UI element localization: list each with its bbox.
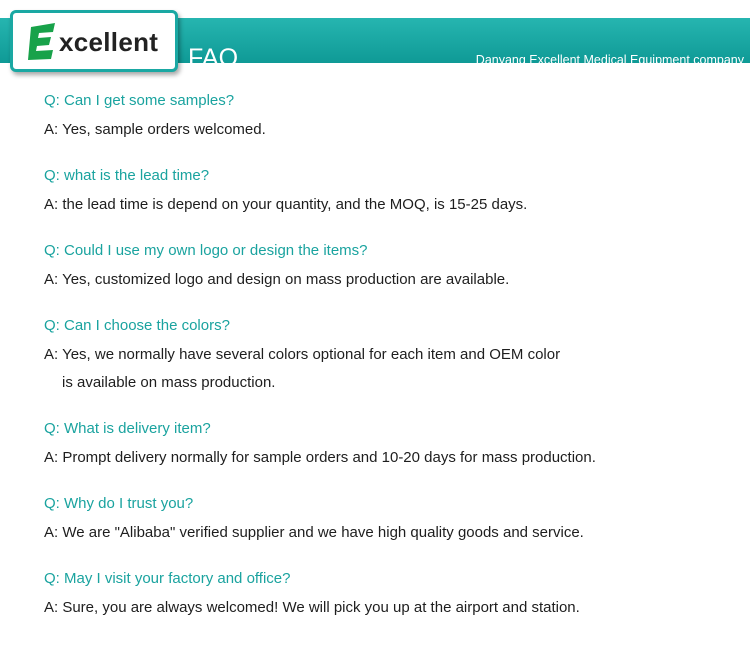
faq-question: Q: Could I use my own logo or design the items? bbox=[44, 242, 368, 259]
faq-question: Q: Can I choose the colors? bbox=[44, 317, 230, 334]
faq-answer: A: the lead time is depend on your quantity, and the MOQ, is 15-25 days. bbox=[44, 196, 528, 213]
faq-answer bbox=[44, 341, 734, 397]
faq-question: Q: What is delivery item? bbox=[44, 420, 211, 437]
faq-answer-continuation: is available on mass production. bbox=[62, 374, 276, 391]
faq-question: Q: Can I get some samples? bbox=[44, 92, 235, 109]
page-title: FAQ bbox=[188, 44, 239, 72]
faq-item bbox=[44, 495, 734, 570]
faq-item bbox=[44, 167, 734, 242]
faq-answer: A: We are "Alibaba" verified supplier and we have high quality goods and service. bbox=[44, 524, 584, 541]
logo-text: xcellent bbox=[59, 27, 159, 57]
faq-answer: A: Yes, sample orders welcomed. bbox=[44, 121, 266, 138]
logo bbox=[10, 10, 178, 72]
faq-answer-line: A: Yes, we normally have several colors optional for each item and OEM color bbox=[44, 346, 561, 363]
faq-list bbox=[44, 92, 734, 645]
faq-item bbox=[44, 570, 734, 645]
faq-question: Q: what is the lead time? bbox=[44, 167, 210, 184]
faq-item bbox=[44, 92, 734, 167]
faq-question: Q: Why do I trust you? bbox=[44, 495, 194, 512]
logo-e-icon bbox=[27, 21, 57, 61]
company-name: Danyang Excellent Medical Equipment company bbox=[475, 53, 744, 67]
faq-item bbox=[44, 317, 734, 420]
faq-answer: A: Yes, customized logo and design on mass production are available. bbox=[44, 271, 510, 288]
faq-item bbox=[44, 420, 734, 495]
faq-answer: A: Sure, you are always welcomed! We will pick you up at the airport and station. bbox=[44, 599, 580, 616]
faq-question: Q: May I visit your factory and office? bbox=[44, 570, 291, 587]
faq-answer: A: Prompt delivery normally for sample orders and 10-20 days for mass production. bbox=[44, 449, 596, 466]
faq-item bbox=[44, 242, 734, 317]
